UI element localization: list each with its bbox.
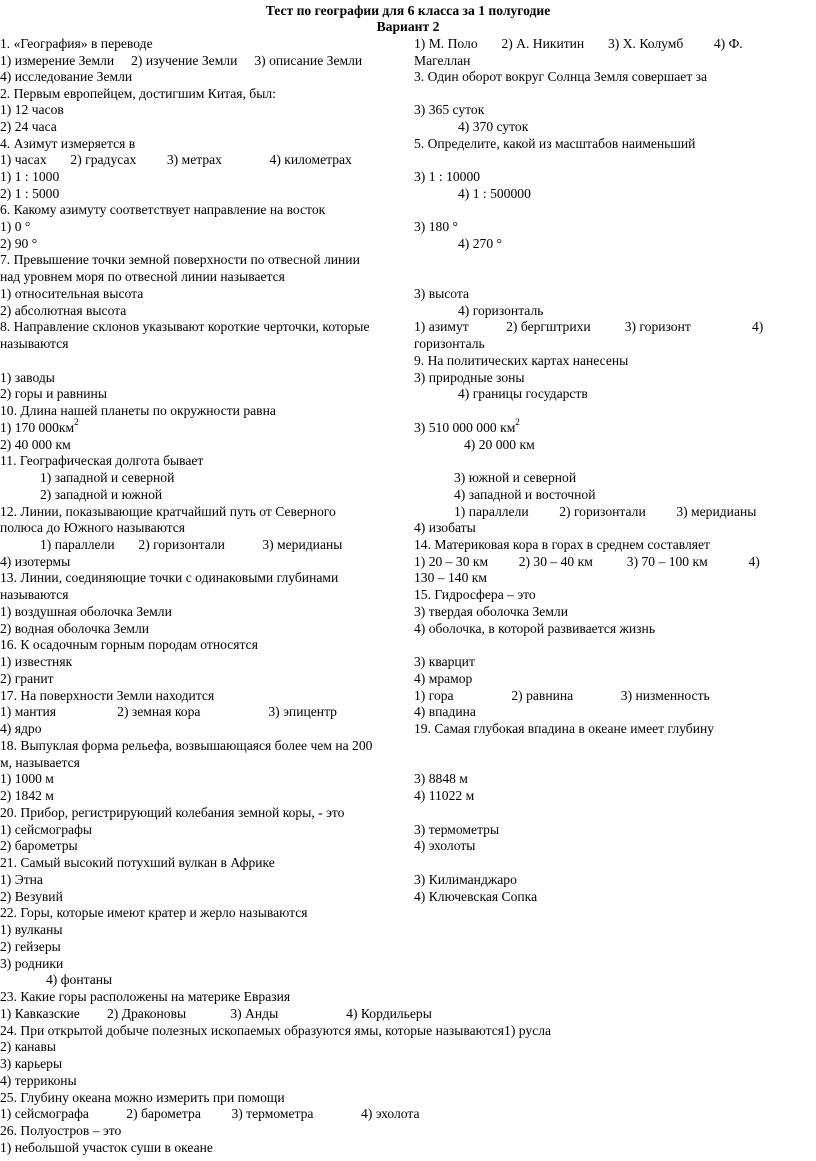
text-line: [0, 202, 325, 219]
text-line: [0, 520, 185, 537]
text-line: [0, 504, 336, 521]
line-text: 1) азимут 2) бергштрихи 3) горизонт 4): [414, 319, 764, 334]
line-text: 2) канавы: [0, 1039, 57, 1054]
line-text: 4) 270 °: [458, 236, 502, 251]
line-text: 26. Полуостров – это: [0, 1123, 122, 1138]
line-text: 2) Везувий: [0, 889, 63, 904]
text-line: [0, 152, 352, 169]
line-text: 1) относительная высота: [0, 286, 144, 301]
line-text: полюса до Южного называются: [0, 520, 186, 535]
text-line: [0, 587, 68, 604]
line-text: 1) небольшой участок суши в океане: [0, 1140, 213, 1155]
line-text: 4) 20 000 км: [464, 437, 535, 452]
line-text: 2) 90 °: [0, 236, 38, 251]
text-line: [0, 922, 63, 939]
text-line: [414, 69, 707, 86]
text-line: [0, 956, 63, 973]
line-text: 1) западной и северной: [40, 470, 175, 485]
text-line: [0, 53, 362, 70]
line-text: 4) исследование Земли: [0, 69, 133, 84]
text-line: [414, 654, 475, 671]
superscript: 2: [74, 417, 79, 428]
line-text: 4) границы государств: [458, 386, 588, 401]
line-text: 3) природные зоны: [414, 370, 525, 385]
text-line: [0, 403, 276, 420]
text-line: [0, 1123, 121, 1140]
text-line: [414, 671, 472, 688]
text-line: [414, 889, 537, 906]
text-line: [0, 688, 214, 705]
text-line: [0, 1006, 432, 1023]
variant-label: Вариант 2: [376, 19, 440, 34]
text-line: [0, 1039, 56, 1056]
line-text: 1) 0 °: [0, 219, 31, 234]
text-line: [0, 771, 54, 788]
line-text: 2) гранит: [0, 671, 54, 686]
line-text: 4) ядро: [0, 721, 42, 736]
line-text: 4) оболочка, в которой развивается жизнь: [414, 621, 656, 636]
line-text: 2) 1 : 5000: [0, 186, 60, 201]
text-line: [0, 704, 337, 721]
text-line: [0, 286, 143, 303]
line-text: 22. Горы, которые имеют кратер и жерло называются: [0, 905, 308, 920]
text-line: [464, 437, 535, 454]
text-line: [0, 102, 64, 119]
text-line: [414, 554, 760, 571]
line-text: 4) 11022 м: [414, 788, 475, 803]
line-text: 130 – 140 км: [414, 570, 487, 585]
line-text: 17. На поверхности Земли находится: [0, 688, 215, 703]
text-line: [0, 437, 71, 454]
text-line: [0, 169, 59, 186]
line-text: 4) западной и восточной: [454, 487, 596, 502]
text-line: [414, 520, 476, 537]
line-text: 2) горы и равнины: [0, 386, 107, 401]
line-text: 2) западной и южной: [40, 487, 163, 502]
text-line: [0, 1023, 551, 1040]
line-text: 2. Первым европейцем, достигшим Китая, был:: [0, 86, 276, 101]
text-line: [0, 872, 43, 889]
line-text: 3) кварцит: [414, 654, 475, 669]
line-text: 23. Какие горы расположены на материке Евразия: [0, 989, 291, 1004]
line-text: 1. «География» в переводе: [0, 36, 153, 51]
text-line: [414, 822, 499, 839]
text-line: [414, 336, 485, 353]
text-line: [0, 69, 132, 86]
text-line: [0, 1140, 213, 1157]
line-text: 19. Самая глубокая впадина в океане имеет глубину: [414, 721, 715, 736]
text-line: [0, 855, 275, 872]
text-line: [0, 621, 149, 638]
text-line: [0, 721, 42, 738]
line-text: 1) 20 – 30 км 2) 30 – 40 км 3) 70 – 100 км 4): [414, 554, 760, 569]
text-line: [458, 236, 502, 253]
text-line: [46, 972, 112, 989]
line-text: 7. Превышение точки земной поверхности по отвесной линии: [0, 252, 360, 267]
text-line: [0, 319, 369, 336]
text-line: [0, 386, 107, 403]
text-line: [414, 570, 487, 587]
line-text: 1) 1000 м: [0, 771, 54, 786]
text-line: [414, 788, 474, 805]
line-text: 3) родники: [0, 956, 64, 971]
text-line: [454, 470, 576, 487]
line-text: называются: [0, 336, 69, 351]
text-line: [0, 303, 126, 320]
line-text: 3) южной и северной: [454, 470, 577, 485]
text-line: [414, 169, 480, 186]
text-line: [414, 370, 525, 387]
text-line: [414, 721, 714, 738]
line-text: 2) 40 000 км: [0, 437, 71, 452]
line-text: 4) эхолоты: [414, 838, 476, 853]
document-title: Тест по географии для 6 класса за 1 полугодие: [265, 3, 551, 18]
line-text: м, называется: [0, 755, 80, 770]
line-text: 13. Линии, соединяющие точки с одинаковыми глубинами: [0, 570, 339, 585]
text-line: [414, 53, 470, 70]
line-text: 24. При открытой добыче полезных ископаемых образуются ямы, которые называются1) русла: [0, 1023, 552, 1038]
line-text: 4) впадина: [414, 704, 476, 719]
line-text: 4) терриконы: [0, 1073, 77, 1088]
text-line: [0, 755, 80, 772]
text-line: [0, 252, 360, 269]
text-line: [0, 453, 203, 470]
text-line: [414, 604, 568, 621]
text-line: [0, 905, 307, 922]
text-line: [0, 654, 72, 671]
line-text: 1) М. Поло 2) А. Никитин 3) Х. Колумб 4) Ф.: [414, 36, 743, 51]
line-text: 3) 510 000 000 км: [414, 420, 516, 435]
line-text: 2) гейзеры: [0, 939, 61, 954]
text-line: [0, 370, 55, 387]
line-text: 20. Прибор, регистрирующий колебания земной коры, - это: [0, 805, 345, 820]
line-text: 15. Гидросфера – это: [414, 587, 536, 602]
line-text: 1) вулканы: [0, 922, 63, 937]
line-text: Магеллан: [414, 53, 471, 68]
line-text: 3) 365 суток: [414, 102, 485, 117]
line-text: 1) Этна: [0, 872, 43, 887]
line-text: 2) абсолютная высота: [0, 303, 127, 318]
text-line: [0, 1056, 62, 1073]
line-text: 1) 12 часов: [0, 102, 64, 117]
text-line: [458, 119, 528, 136]
text-line: [40, 537, 342, 554]
line-text: 10. Длина нашей планеты по окружности равна: [0, 403, 276, 418]
text-line: [414, 219, 458, 236]
text-line: [454, 504, 756, 521]
line-text: 4. Азимут измеряется в: [0, 136, 136, 151]
text-line: [40, 470, 174, 487]
line-text: 11. Географическая долгота бывает: [0, 453, 204, 468]
line-text: 18. Выпуклая форма рельефа, возвышающаяся более чем на 200: [0, 738, 373, 753]
line-text: 1) воздушная оболочка Земли: [0, 604, 172, 619]
line-text: 16. К осадочным горным породам относятся: [0, 637, 258, 652]
text-line: [0, 417, 79, 437]
line-text: 4) горизонталь: [458, 303, 544, 318]
line-text: 1) заводы: [0, 370, 55, 385]
text-line: [454, 487, 595, 504]
text-line: [414, 771, 468, 788]
text-line: [414, 353, 628, 370]
text-line: [0, 554, 70, 571]
text-line: [0, 1106, 420, 1123]
line-text: 3) Килиманджаро: [414, 872, 517, 887]
text-line: [414, 688, 710, 705]
line-text: 1) Кавказские 2) Драконовы 3) Анды 4) Кордильеры: [0, 1006, 432, 1021]
line-text: 2) 1842 м: [0, 788, 54, 803]
line-text: горизонталь: [414, 336, 485, 351]
line-text: 2) 24 часа: [0, 119, 57, 134]
text-line: [414, 286, 469, 303]
line-text: 3) твердая оболочка Земли: [414, 604, 568, 619]
line-text: 3) карьеры: [0, 1056, 63, 1071]
line-text: 4) изотермы: [0, 554, 71, 569]
line-text: 1) часах 2) градусах 3) метрах 4) километрах: [0, 152, 352, 167]
text-line: [414, 587, 536, 604]
text-line: [0, 637, 258, 654]
text-line: [0, 36, 153, 53]
text-line: [414, 537, 710, 554]
line-text: 4) изобаты: [414, 520, 476, 535]
text-line: [0, 838, 78, 855]
line-text: 4) 370 суток: [458, 119, 529, 134]
line-text: 1) параллели 2) горизонтали 3) меридианы: [454, 504, 757, 519]
line-text: 21. Самый высокий потухший вулкан в Африке: [0, 855, 275, 870]
text-line: [0, 805, 344, 822]
line-text: 1) сейсмографа 2) барометра 3) термометра 4) эхолота: [0, 1106, 420, 1121]
text-line: [0, 336, 68, 353]
text-line: [0, 119, 57, 136]
text-line: [0, 1090, 285, 1107]
text-line: [0, 989, 290, 1006]
line-text: 5. Определите, какой из масштабов наименьший: [414, 136, 696, 151]
line-text: 1) сейсмографы: [0, 822, 93, 837]
text-line: [414, 36, 743, 53]
text-line: [40, 487, 162, 504]
text-line: [414, 319, 763, 336]
line-text: 4) фонтаны: [46, 972, 113, 987]
text-line: [414, 417, 520, 437]
text-line: [0, 269, 285, 286]
text-line: [0, 186, 59, 203]
line-text: 1) параллели 2) горизонтали 3) меридианы: [40, 537, 343, 552]
line-text: 4) Ключевская Сопка: [414, 889, 538, 904]
line-text: 3) высота: [414, 286, 470, 301]
text-line: [414, 621, 655, 638]
line-text: 1) 170 000км: [0, 420, 75, 435]
text-line: [0, 1073, 77, 1090]
line-text: 4) мрамор: [414, 671, 473, 686]
text-line: [0, 136, 135, 153]
line-text: над уровнем моря по отвесной линии называется: [0, 269, 285, 284]
text-line: [0, 788, 54, 805]
line-text: 4) 1 : 500000: [458, 186, 531, 201]
line-text: 1) 1 : 1000: [0, 169, 60, 184]
text-line: [414, 872, 517, 889]
text-line: [0, 604, 172, 621]
line-text: 1) известняк: [0, 654, 73, 669]
text-line: [0, 822, 92, 839]
text-line: [414, 102, 484, 119]
line-text: 3) термометры: [414, 822, 500, 837]
line-text: 8. Направление склонов указывают короткие черточки, которые: [0, 319, 370, 334]
text-line: [0, 570, 338, 587]
line-text: 1) мантия 2) земная кора 3) эпицентр: [0, 704, 337, 719]
line-text: 1) гора 2) равнина 3) низменность: [414, 688, 710, 703]
text-line: [458, 186, 531, 203]
text-line: [0, 889, 63, 906]
text-line: [458, 386, 588, 403]
text-line: [0, 236, 37, 253]
text-line: [414, 704, 476, 721]
text-line: [414, 136, 695, 153]
text-line: [0, 738, 372, 755]
line-text: 6. Какому азимуту соответствует направление на восток: [0, 202, 326, 217]
text-line: [414, 838, 475, 855]
superscript: 2: [515, 417, 520, 428]
text-line: [0, 671, 54, 688]
line-text: 3) 180 °: [414, 219, 458, 234]
line-text: 3) 8848 м: [414, 771, 468, 786]
line-text: называются: [0, 587, 69, 602]
text-line: [0, 219, 30, 236]
text-line: [458, 303, 543, 320]
line-text: 3) 1 : 10000: [414, 169, 481, 184]
line-text: 14. Материковая кора в горах в среднем составляет: [414, 537, 710, 552]
line-text: 2) барометры: [0, 838, 78, 853]
line-text: 3. Один оборот вокруг Солнца Земля совершает за: [414, 69, 708, 84]
line-text: 12. Линии, показывающие кратчайший путь от Северного: [0, 504, 336, 519]
text-line: [0, 939, 61, 956]
line-text: 1) измерение Земли 2) изучение Земли 3) описание Земли: [0, 53, 363, 68]
line-text: 9. На политических картах нанесены: [414, 353, 629, 368]
line-text: 25. Глубину океана можно измерить при помощи: [0, 1090, 285, 1105]
line-text: 2) водная оболочка Земли: [0, 621, 150, 636]
text-line: [0, 86, 276, 103]
